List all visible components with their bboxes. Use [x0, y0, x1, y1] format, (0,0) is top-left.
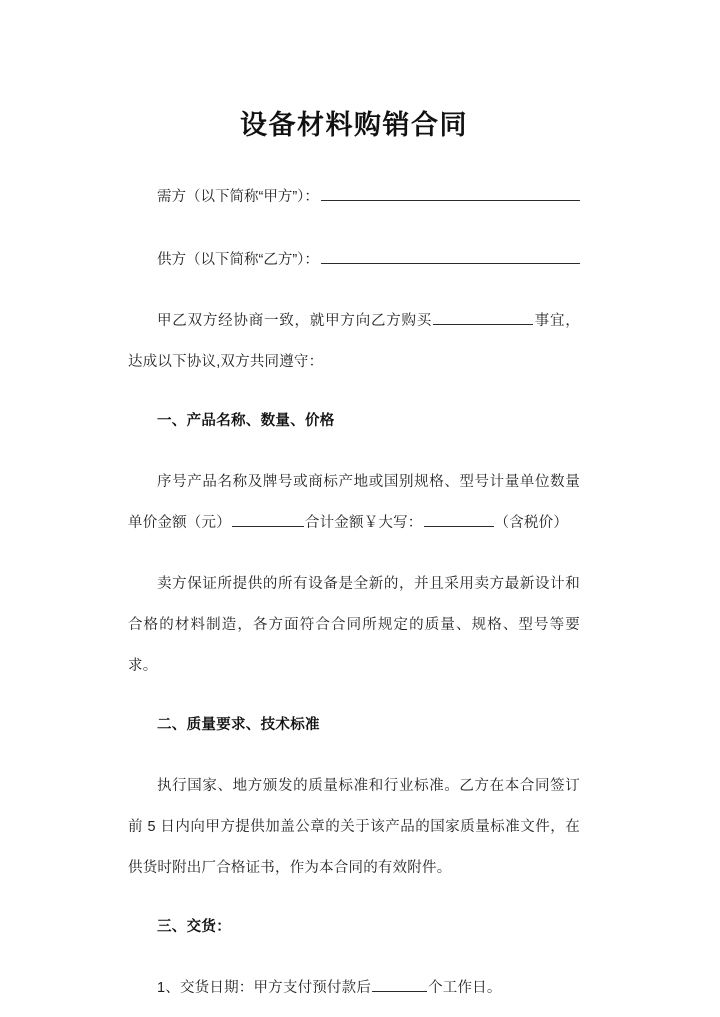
section-1-warranty-paragraph: 卖方保证所提供的所有设备是全新的，并且采用卖方最新设计和合格的材料制造，各方面符合合同所规定的质量、规格、型号等要求。 [128, 576, 580, 675]
spacer [128, 948, 580, 968]
delivery-text-after: 个工作日。 [428, 980, 502, 997]
document-content [128, 0, 580, 1009]
spacer [128, 218, 580, 240]
section-heading-3: 三、交货： [157, 919, 231, 936]
delivery-text-before: 1、交货日期：甲方支付预付款后 [157, 980, 372, 997]
spacer [128, 143, 580, 177]
product-table-part2: 合计金额￥大写： [304, 515, 423, 532]
section-heading-1: 一、产品名称、数量、价格 [157, 413, 335, 430]
spacer [128, 442, 580, 462]
product-table-part1: 序号产品名称及牌号或商标产地或国别规格、型号计量单位数量单价金额（元） [128, 474, 580, 532]
spacer [128, 889, 580, 907]
preamble-text-before: 甲乙双方经协商一致，就甲方向乙方购买 [157, 313, 433, 330]
spacer [128, 746, 580, 766]
section-2-quality-paragraph: 执行国家、地方颁发的质量标准和行业标准。乙方在本合同签订前 5 日内向甲方提供加盖公章的关于该产品的国家质量标准文件，在供货时附出厂合格证书，作为本合同的有效附件。 [128, 778, 580, 877]
section-1-product-table-text [128, 462, 580, 544]
party-blank-supplier[interactable] [321, 250, 580, 264]
party-label-buyer: 需方（以下简称“甲方”）： [157, 189, 319, 206]
delivery-days-blank[interactable] [372, 977, 427, 993]
party-row-buyer [128, 177, 580, 218]
preamble-blank-item[interactable] [433, 310, 533, 326]
spacer [128, 687, 580, 705]
product-table-part3: （含税价） [494, 515, 569, 532]
party-label-supplier: 供方（以下简称“乙方”）： [157, 252, 319, 269]
preamble-text-after: 事宜，达成以下协议,双方共同遵守： [128, 313, 580, 371]
spacer [128, 544, 580, 564]
spacer [128, 383, 580, 401]
section-heading-2: 二、质量要求、技术标准 [157, 717, 320, 734]
party-row-supplier [128, 240, 580, 281]
total-amount-blank[interactable] [232, 512, 304, 528]
spacer [128, 281, 580, 301]
party-blank-buyer[interactable] [321, 187, 580, 201]
amount-in-words-blank[interactable] [424, 512, 494, 528]
section-3-delivery-date-paragraph [128, 968, 580, 1009]
page-title: 设备材料购销合同 [240, 110, 468, 140]
preamble-paragraph [128, 301, 580, 383]
